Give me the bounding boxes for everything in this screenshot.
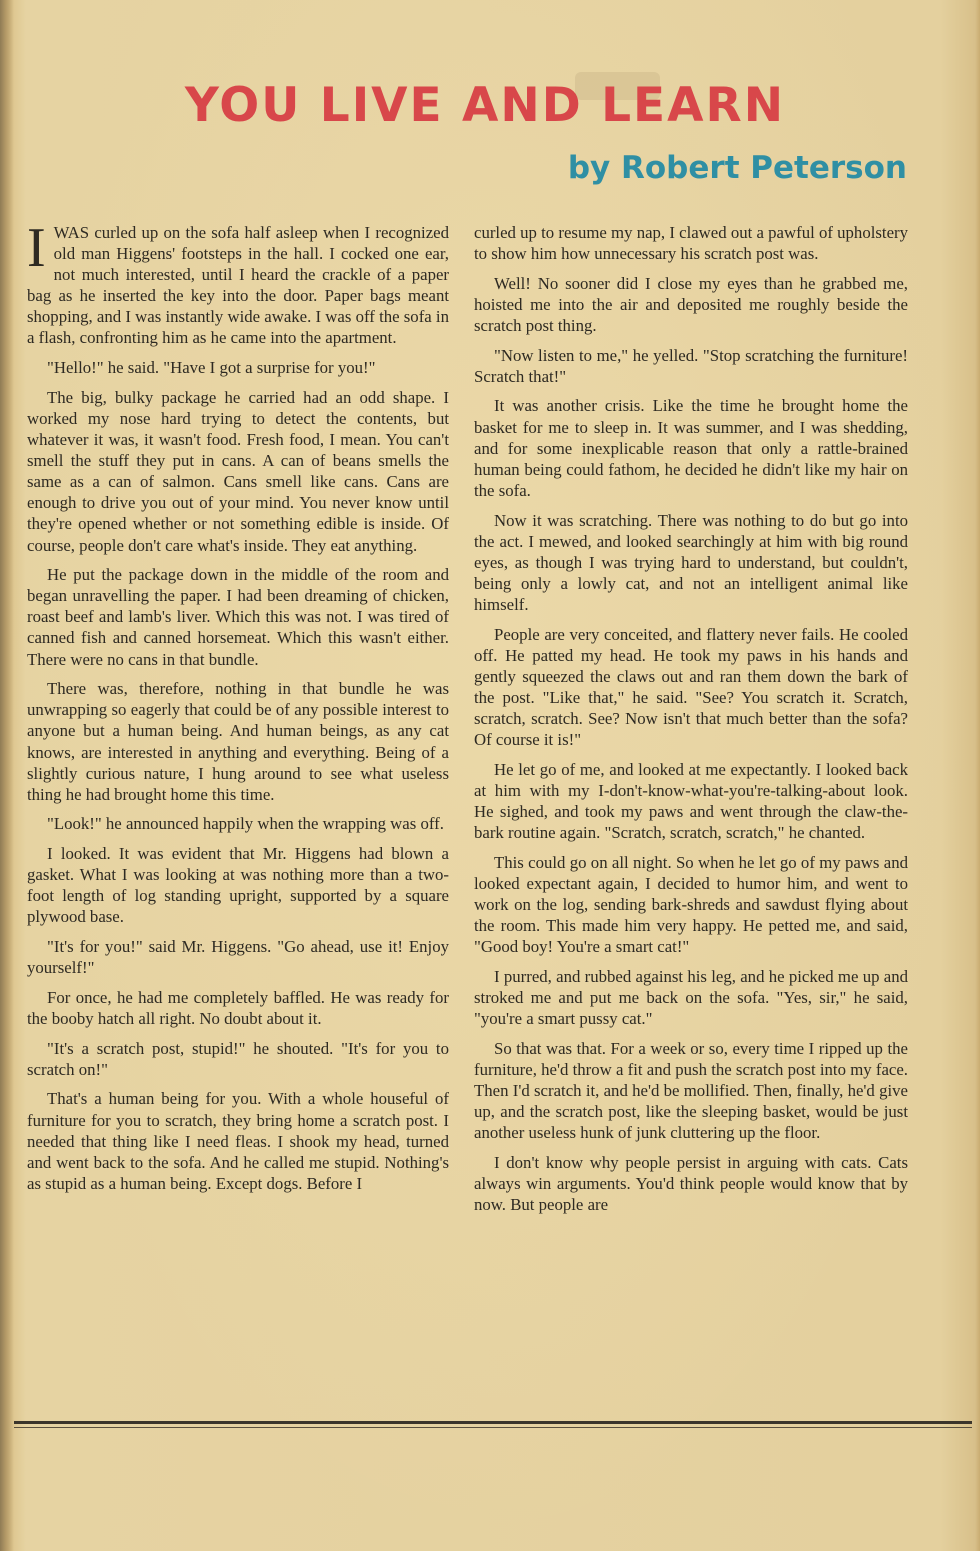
paragraph <box>27 217 449 349</box>
paragraph: He put the package down in the middle of the room and began unravelling the paper. I had been dreaming of chicken, roast beef and lamb's liver. Which this was not. I was tired of canned fish and canned horsemeat. Which this wasn't either. There were no cans in that bundle. <box>27 565 449 669</box>
paragraph-text: WAS curled up on the sofa half asleep when I recognized old man Higgens' footsteps in the hall. I cocked one ear, not much interested, until I heard the crackle of a paper bag as he inserted the key into the door. Paper bags meant shopping, and I was instantly wide awake. I was off the sofa in a flash, confronting him as he came into the apartment. <box>27 223 449 348</box>
paragraph: It was another crisis. Like the time he brought home the basket for me to sleep in. It was summer, and I was shedding, and for some inexplicable reason that only a rattle-brained human being could fathom, he decided he didn't like my hair on the sofa. <box>474 396 908 500</box>
paragraph: Well! No sooner did I close my eyes than he grabbed me, hoisted me into the air and deposited me roughly beside the scratch post thing. <box>474 273 908 335</box>
paragraph: For once, he had me completely baffled. He was ready for the booby hatch all right. No doubt about it. <box>27 987 449 1028</box>
page-spine-shadow <box>0 0 14 1551</box>
story-title <box>0 78 980 133</box>
paragraph: There was, therefore, nothing in that bundle he was unwrapping so eagerly that could be of any possible interest to anyone but a human being. And human beings, as any cat knows, are interested in anything and everything. Being of a slightly curious nature, I hung around to see what useless thing he had brought home this time. <box>27 679 449 804</box>
story-title-text: YOU LIVE AND LEARN <box>184 78 786 133</box>
paragraph: I don't know why people persist in arguing with cats. Cats always win arguments. You'd think people would know that by now. But people are <box>474 1152 908 1214</box>
paragraph: "Now listen to me," he yelled. "Stop scratching the furniture! Scratch that!" <box>474 345 908 386</box>
right-column <box>474 222 908 1224</box>
paragraph: He let go of me, and looked at me expectantly. I looked back at him with my I-don't-know-what-you're-talking-about look. He sighed, and took my paws and went through the claw-the-bark routine again. "Scratch, scratch, scratch," he chanted. <box>474 759 908 842</box>
paragraph: This could go on all night. So when he let go of my paws and looked expectant again, I decided to humor him, and went to work on the log, sending bark-shreds and sawdust flying about the room. This made him very happy. He petted me, and said, "Good boy! You're a smart cat!" <box>474 852 908 957</box>
paragraph: "Hello!" he said. "Have I got a surprise for you!" <box>47 358 376 378</box>
paragraph: "It's for you!" said Mr. Higgens. "Go ahead, use it! Enjoy yourself!" <box>27 937 449 978</box>
paragraph: "It's a scratch post, stupid!" he shouted. "It's for you to scratch on!" <box>27 1038 449 1079</box>
paragraph: People are very conceited, and flattery never fails. He cooled off. He patted my head. He took my paws in his hands and gently squeezed the claws out and ran them down the bark of the post. "Like that," he said. "See? You scratch it. Scratch, scratch, scratch. See? Now isn't that much better than the sofa? Of course it is!" <box>474 624 908 750</box>
paragraph: I purred, and rubbed against his leg, and he picked me up and stroked me and put me back on the sofa. "Yes, sir," he said, "you're a smart pussy cat." <box>474 966 908 1028</box>
bottom-rule <box>14 1421 972 1424</box>
drop-cap: I <box>27 217 46 279</box>
paragraph: The big, bulky package he carried had an odd shape. I worked my nose hard trying to detect the contents, but whatever it was, it wasn't food. Fresh food, I mean. You can't smell the stuff they put in cans. A can of beans smells the same as a can of salmon. Cans smell like cans. Cans are enough to drive you out of your mind. You never know until they're opened whether or not something edible is inside. Of course, people don't care what's inside. They eat anything. <box>27 387 449 555</box>
paragraph: So that was that. For a week or so, every time I ripped up the furniture, he'd throw a fit and push the scratch post into my face. Then I'd scratch it, and he'd be mollified. Then, finally, he'd give up, and the scratch post, like the sleeping basket, would be just another useless hunk of junk cluttering up the floor. <box>474 1038 908 1142</box>
paragraph: curled up to resume my nap, I clawed out a pawful of upholstery to show him how unnecessary his scratch post was. <box>474 223 908 264</box>
story-byline: by Robert Peterson <box>567 150 907 186</box>
paragraph: That's a human being for you. With a whole houseful of furniture for you to scratch, they bring home a scratch post. I needed that thing like I need fleas. I shook my head, turned and went back to the sofa. And he called me stupid. Nothing's as stupid as a human being. Except dogs. Before I <box>27 1089 449 1193</box>
paragraph: I looked. It was evident that Mr. Higgens had blown a gasket. What I was looking at was nothing more than a two-foot length of log standing upright, supported by a square plywood base. <box>27 844 449 927</box>
paragraph: Now it was scratching. There was nothing to do but go into the act. I mewed, and looked searchingly at him with big round eyes, as though I was trying hard to understand, but couldn't, being only a lowly cat, and not an intelligent animal like himself. <box>474 510 908 614</box>
bottom-rule-thin <box>14 1427 972 1428</box>
paragraph: "Look!" he announced happily when the wrapping was off. <box>47 814 444 834</box>
left-column <box>27 217 449 1202</box>
